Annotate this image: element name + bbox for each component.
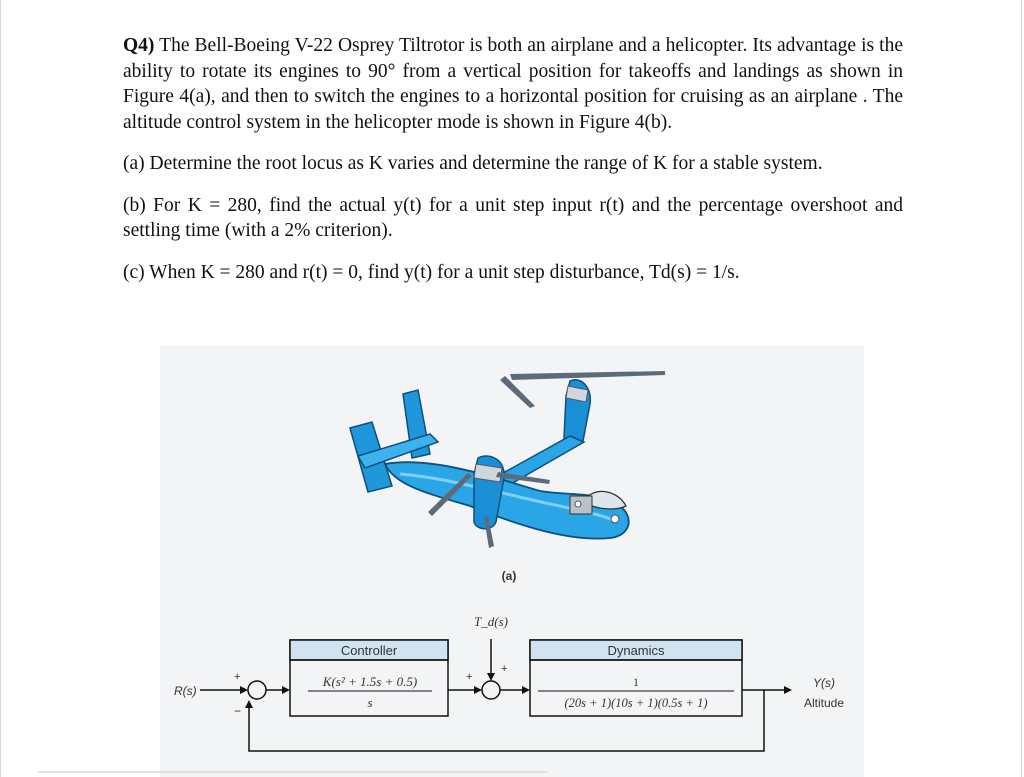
dynamics-title: Dynamics	[607, 643, 665, 658]
rotor-blade	[510, 371, 665, 380]
output-sublabel: Altitude	[803, 696, 845, 710]
sum1-plus-sign: +	[234, 671, 241, 683]
input-label: R(s)	[174, 684, 197, 698]
dynamics-numerator: 1	[633, 675, 639, 689]
rotor-blade	[500, 376, 535, 408]
output-label: Y(s)	[813, 676, 835, 690]
question-text	[123, 33, 903, 301]
controller-numerator: K(s² + 1.5s + 0.5)	[322, 674, 418, 689]
question-intro-text: The Bell-Boeing V-22 Osprey Tiltrotor is both an airplane and a helicopter. Its advantage is the ability to rotate its engines to 90° from a vertical position for takeoffs and landings as shown in Figure 4(a), and then to switch the engines to a horizontal position for cruising as an airplane . The altitude control system in the helicopter mode is shown in Figure 4(b).	[123, 35, 904, 133]
figure-caption-a: (a)	[501, 569, 517, 583]
arrowhead	[487, 673, 495, 681]
controller-title: Controller	[340, 643, 398, 658]
arrowhead	[240, 686, 248, 694]
cabin-window	[575, 501, 581, 507]
sum1-minus-sign: −	[234, 704, 242, 718]
disturbance-label: T_d(s)	[474, 614, 508, 629]
question-part-a: (a) Determine the root locus as K varies and determine the range of K for a stable system.	[123, 153, 823, 174]
question-part-b: (b) For K = 280, find the actual y(t) for a unit step input r(t) and the percentage overshoot and settling time (with a 2% criterion).	[123, 194, 903, 241]
question-intro	[123, 33, 903, 135]
summing-junction-1	[248, 681, 266, 699]
arrowhead	[522, 686, 530, 694]
sum2-plus-left: +	[466, 671, 473, 683]
figure-svg	[160, 346, 864, 777]
nose-marker	[611, 515, 619, 523]
osprey-aircraft-illustration	[350, 371, 665, 548]
question-part-c: (c) When K = 280 and r(t) = 0, find y(t) for a unit step disturbance, Td(s) = 1/s.	[123, 261, 740, 283]
figure-4	[160, 346, 864, 777]
arrowhead	[245, 700, 253, 708]
question-label: Q4)	[123, 35, 155, 56]
dynamics-denominator: (20s + 1)(10s + 1)(0.5s + 1)	[564, 696, 708, 710]
cockpit-window	[588, 491, 626, 509]
sum2-plus-top: +	[501, 663, 508, 675]
block-diagram	[200, 639, 792, 751]
summing-junction-2	[482, 681, 500, 699]
controller-denominator: s	[367, 695, 373, 710]
bottom-divider	[38, 771, 548, 773]
arrowhead	[784, 686, 792, 694]
arrowhead	[282, 686, 290, 694]
arrowhead	[474, 686, 482, 694]
